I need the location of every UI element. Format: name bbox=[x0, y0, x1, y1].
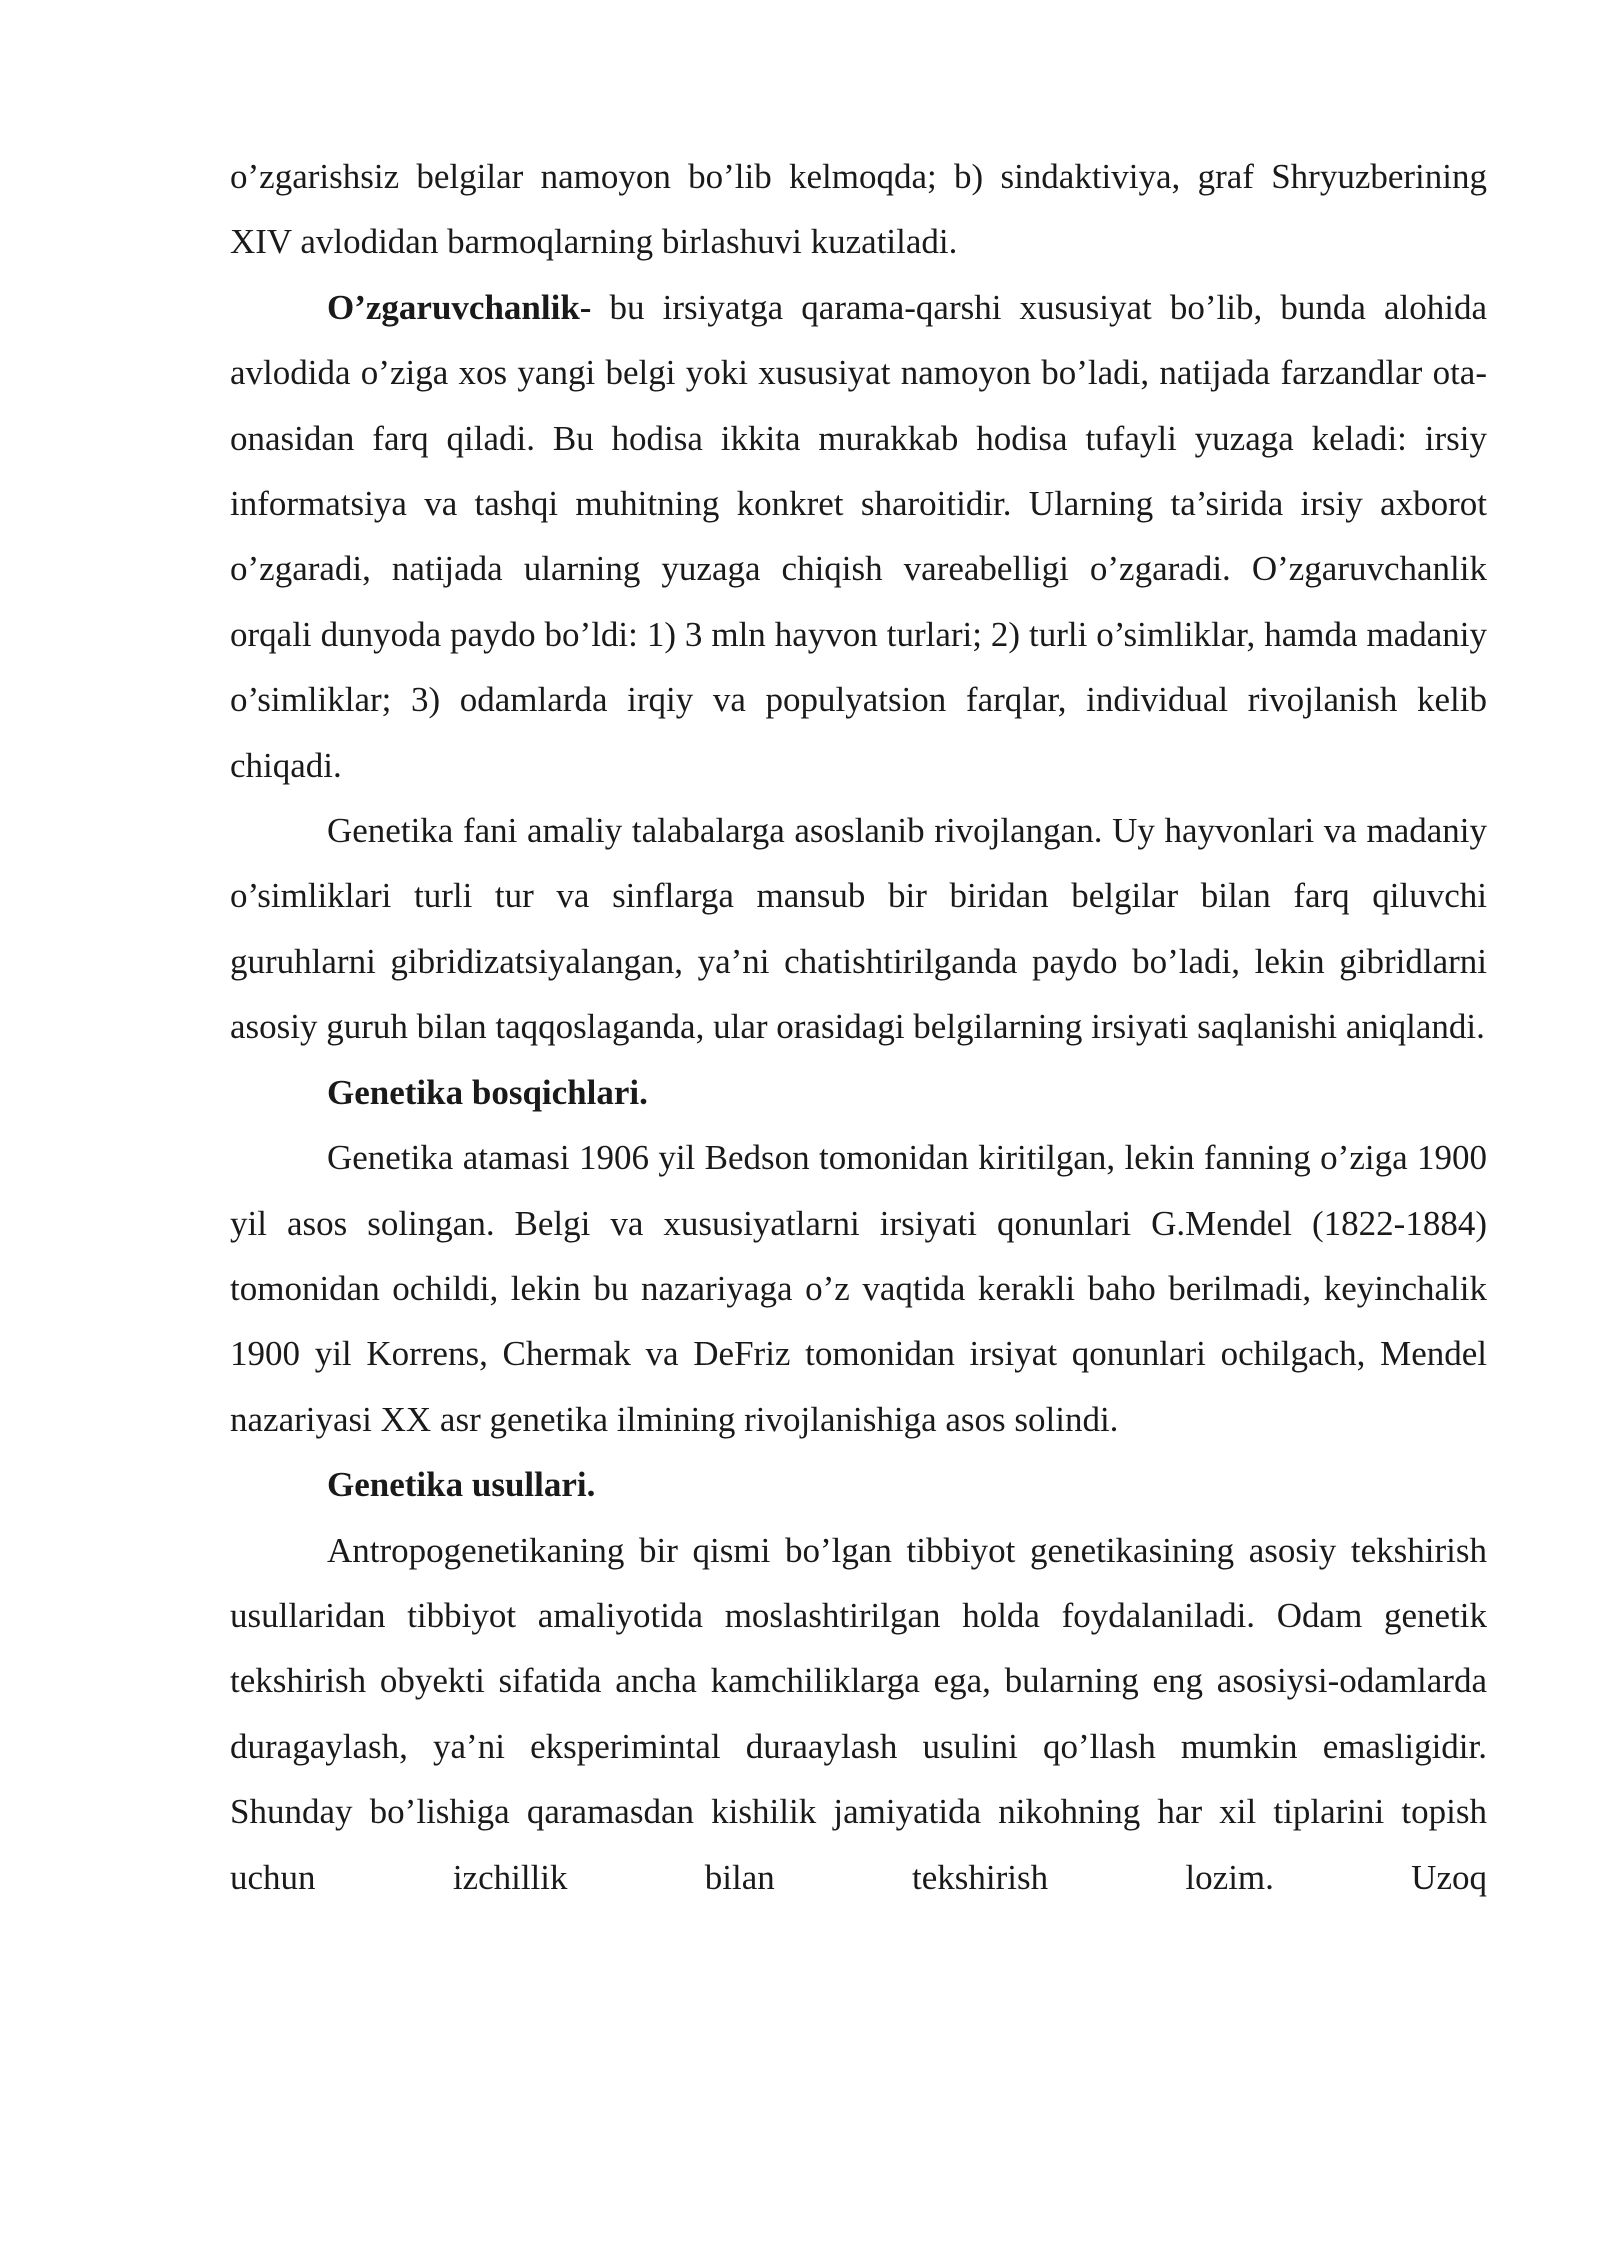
document-page bbox=[230, 144, 1487, 1910]
section-heading-methods: Genetika usullari. bbox=[327, 1465, 596, 1505]
term-variability: O’zgaruvchanlik- bbox=[327, 287, 592, 327]
paragraph-genetics-practice: Genetika fani amaliy talabalarga asoslanib rivojlangan. Uy hayvonlari va madaniy o’simliklari turli tur va sinflarga mansub bir biridan belgilar bilan farq qiluvchi guruhlarni gibridizatsiyalangan, ya’ni chatishtirilganda paydo bo’ladi, lekin gibridlarni asosiy guruh bilan taqqoslaganda, ular orasidagi belgilarning irsiyati saqlanishi aniqlandi. bbox=[230, 811, 1487, 1047]
paragraph-continuation: o’zgarishsiz belgilar namoyon bo’lib kelmoqda; b) sindaktiviya, graf Shryuzberining XIV avlodidan barmoqlarning birlashuvi kuzatiladi. bbox=[230, 157, 1487, 262]
paragraph-variability-body: bu irsiyatga qarama-qarshi xususiyat bo’lib, bunda alohida avlodida o’ziga xos yangi belgi yoki xususiyat namoyon bo’ladi, natijada farzandlar ota-onasidan farq qiladi. Bu hodisa ikkita murakkab hodisa tufayli yuzaga keladi: irsiy informatsiya va tashqi muhitning konkret sharoitidir. Ularning ta’sirida irsiy axborot o’zgaradi, natijada ularning yuzaga chiqish vareabelligi o’zgaradi. O’zgaruvchanlik orqali dunyoda paydo bo’ldi: 1) 3 mln hayvon turlari; 2) turli o’simliklar, hamda madaniy o’simliklar; 3) odamlarda irqiy va populyatsion farqlar, individual rivojlanish kelib chiqadi. bbox=[230, 287, 1487, 785]
section-heading-stages: Genetika bosqichlari. bbox=[327, 1072, 648, 1112]
paragraph-variability bbox=[230, 275, 1487, 798]
paragraph-anthropogenetics: Antropogenetikaning bir qismi bo’lgan tibbiyot genetikasining asosiy tekshirish usullaridan tibbiyot amaliyotida moslashtirilgan holda foydalaniladi. Odam genetik tekshirish obyekti sifatida ancha kamchiliklarga ega, bularning eng asosiysi-odamlarda duragaylash, ya’ni eksperimintal duraaylash usulini qo’llash mumkin emasligidir. Shunday bo’lishiga qaramasdan kishilik jamiyatida nikohning har xil tiplarini topish uchun izchillik bilan tekshirish lozim. Uzoq bbox=[230, 1530, 1487, 1897]
paragraph-genetics-history: Genetika atamasi 1906 yil Bedson tomonidan kiritilgan, lekin fanning o’ziga 1900 yil asos solingan. Belgi va xususiyatlarni irsiyati qonunlari G.Mendel (1822-1884) tomonidan ochildi, lekin bu nazariyaga o’z vaqtida kerakli baho berilmadi, keyinchalik 1900 yil Korrens, Chermak va DeFriz tomonidan irsiyat qonunlari ochilgach, Mendel nazariyasi XX asr genetika ilmining rivojlanishiga asos solindi. bbox=[230, 1138, 1487, 1439]
